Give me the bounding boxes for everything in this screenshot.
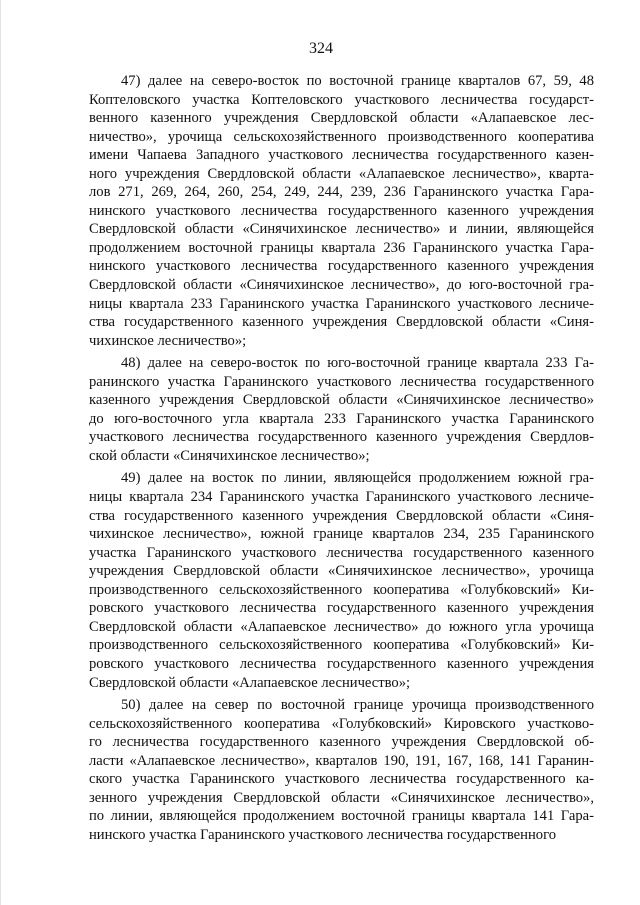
text-line: 48) далее на северо-восток по юго-восточной границе квартала 233 Га- [121, 355, 594, 372]
text-line: производственного сельскохозяйственного кооператива «Голубковский» Ки- [89, 637, 594, 654]
text-line: казенного учреждения Свердловской области «Синячихинское лесничество» [89, 392, 594, 409]
text-line: ровского участкового лесничества государственного казенного учреждения [89, 600, 594, 617]
text-line: имени Чапаева Западного участкового лесничества государственного казен- [89, 147, 594, 164]
text-line: 47) далее на северо-восток по восточной границе кварталов 67, 59, 48 [121, 73, 594, 89]
text-line: нинского участка Гаранинского участкового лесничества государственного [89, 826, 556, 843]
text-line: зенного учреждения Свердловской области «Синячихинское лесничество», [89, 789, 594, 806]
text-line: чихинское лесничество»; [89, 332, 247, 349]
paragraph-2 [89, 354, 594, 465]
text-line: Коптеловского участка Коптеловского участкового лесничества государст- [89, 91, 594, 108]
text-line: Свердловской области «Синячихинское лесничество» и линии, являющейся [89, 221, 594, 238]
text-line: участка Гаранинского участкового лесничества государственного казенного [89, 544, 594, 561]
text-line: участкового лесничества государственного казенного учреждения Свердлов- [89, 429, 594, 446]
text-line: ства государственного казенного учреждения Свердловской области «Синя- [89, 314, 594, 331]
text-line: Свердловской области «Алапаевское лесничество» до южного угла урочища [89, 618, 594, 635]
text-line: ничество», урочища сельскохозяйственного производственного кооператива [89, 128, 594, 145]
paragraph-1 [89, 72, 594, 350]
paragraph-3 [89, 469, 594, 692]
text-line: 49) далее на восток по линии, являющейся продолжением южной гра- [121, 470, 594, 487]
text-line: ранинского участка Гаранинского участкового лесничества государственного [89, 373, 594, 390]
text-line: нинского участкового лесничества государственного казенного учреждения [89, 258, 594, 275]
text-line: ласти «Алапаевское лесничество», кварталов 190, 191, 167, 168, 141 Гаранин- [89, 752, 594, 769]
text-line: по линии, являющейся продолжением восточной границы квартала 141 Гара- [89, 808, 594, 825]
document-body [89, 72, 594, 848]
text-line: ства государственного казенного учреждения Свердловской области «Синя- [89, 507, 594, 524]
text-line: Свердловской области «Синячихинское лесничество», до юго-восточной гра- [89, 277, 594, 294]
text-line: производственного сельскохозяйственного кооператива «Голубковский» Ки- [89, 581, 594, 598]
page-number: 324 [309, 40, 333, 57]
paragraph-4 [89, 696, 594, 844]
text-line: лов 271, 269, 264, 260, 254, 249, 244, 239, 236 Гаранинского участка Гара- [89, 184, 594, 201]
text-line: чихинское лесничество», южной границе кварталов 234, 235 Гаранинского [89, 526, 594, 543]
text-line: 50) далее на север по восточной границе урочища производственного [121, 697, 594, 714]
text-line: до юго-восточного угла квартала 233 Гаранинского участка Гаранинского [89, 410, 594, 427]
text-line: го лесничества государственного казенного учреждения Свердловской об- [89, 734, 594, 751]
text-line: ского участка Гаранинского участкового лесничества государственного ка- [89, 771, 594, 788]
text-line: учреждения Свердловской области «Синячихинское лесничество», урочища [89, 563, 594, 580]
text-line: венного казенного учреждения Свердловской области «Алапаевское лес- [89, 110, 594, 127]
text-line: Свердловской области «Алапаевское лесничество»; [89, 674, 411, 691]
text-line: нинского участкового лесничества государственного казенного учреждения [89, 202, 594, 219]
text-line: ской области «Синячихинское лесничество»; [89, 447, 370, 464]
text-line: сельскохозяйственного кооператива «Голубковский» Кировского участково- [89, 715, 594, 732]
text-line: ровского участкового лесничества государственного казенного учреждения [89, 655, 594, 672]
text-line: ницы квартала 233 Гаранинского участка Гаранинского участкового лесниче- [89, 295, 594, 312]
text-line: ницы квартала 234 Гаранинского участка Гаранинского участкового лесниче- [89, 489, 594, 506]
text-line: ного учреждения Свердловской области «Алапаевское лесничество», кварта- [89, 165, 594, 182]
text-line: продолжением восточной границы квартала 236 Гаранинского участка Гара- [89, 239, 594, 256]
